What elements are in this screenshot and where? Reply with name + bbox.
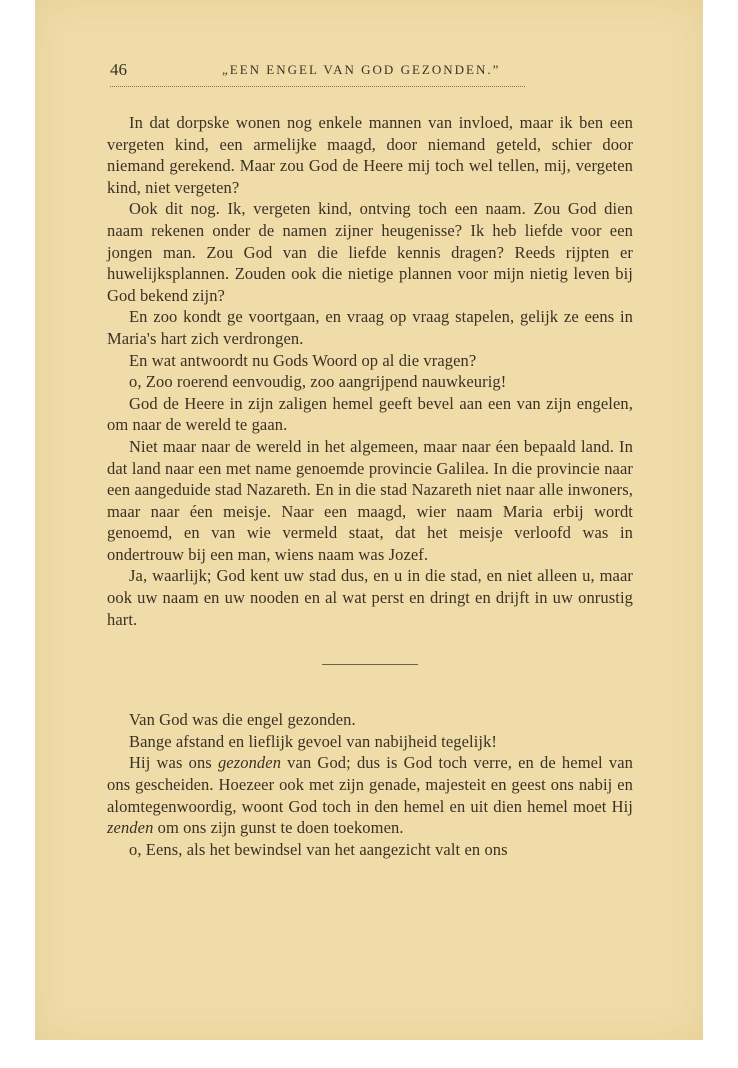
page-number: 46 (110, 60, 127, 79)
paragraph: Ja, waarlijk; God kent uw stad dus, en u in die stad, en niet alleen u, maar ook uw naam en uw nooden en al wat perst en dringt en drijft in uw onrustig hart. (107, 566, 633, 629)
text-run: om ons zijn gunst te doen toekomen. (153, 818, 404, 838)
page-header (110, 60, 670, 84)
paragraph: Van God was die engel gezonden. (129, 710, 356, 730)
paragraph: En wat antwoordt nu Gods Woord op al die vragen? (129, 350, 477, 370)
italic-word: zenden (107, 818, 154, 838)
paragraph: o, Zoo roerend eenvoudig, zoo aangrijpend nauwkeurig! (129, 372, 507, 392)
body-text (107, 112, 633, 860)
text-run: van God; dus is God toch verre, en de hemel van ons gescheiden. Hoezeer ook met zijn genade, majesteit en geest ons nabij en alomtegenwoordig, woont God toch in den hemel en uit dien hemel moet Hij (107, 753, 633, 816)
paragraph: o, Eens, als het bewindsel van het aangezicht valt en ons (129, 839, 508, 859)
paragraph-with-italics (107, 752, 633, 838)
paragraph: Niet maar naar de wereld in het algemeen, maar naar éen bepaald land. In dat land naar een met name genoemde provincie Galilea. In die provincie naar een aangeduide stad Nazareth. En in die stad Nazareth niet naar alle inwoners, maar naar éen meisje. Naar een maagd, wier naam Maria erbij wordt genoemd, en van wie vermeld staat, dat het meisje verloofd was in ondertrouw bij een man, wiens naam was Jozef. (107, 436, 633, 564)
running-head: „EEN ENGEL VAN GOD GEZONDEN.” (222, 62, 501, 77)
italic-word: gezonden (217, 753, 282, 773)
book-page (35, 0, 703, 1040)
section-divider (322, 664, 418, 665)
paragraph: En zoo kondt ge voortgaan, en vraag op vraag stapelen, gelijk ze eens in Maria's hart zich verdrongen. (107, 307, 633, 348)
paragraph: Ook dit nog. Ik, vergeten kind, ontving toch een naam. Zou God dien naam rekenen onder de namen zijner heugenisse? Ik heb liefde voor een jongen man. Zou God van die liefde kennis dragen? Reeds rijpten er huwelijksplannen. Zouden ook die nietige plannen voor mijn nietig leven bij God bekend zijn? (107, 199, 633, 305)
paragraph: God de Heere in zijn zaligen hemel geeft bevel aan een van zijn engelen, om naar de wereld te gaan. (107, 393, 633, 435)
header-rule (110, 86, 525, 87)
paragraph: Bange afstand en lieflijk gevoel van nabijheid tegelijk! (129, 731, 498, 751)
paragraph: In dat dorpske wonen nog enkele mannen van invloed, maar ik ben een vergeten kind, een armelijke maagd, door niemand geteld, schier door niemand gerekend. Maar zou God de Heere mij toch wel tellen, mij, vergeten kind, niet vergeten? (107, 113, 633, 197)
text-run: Hij was ons (129, 753, 218, 773)
